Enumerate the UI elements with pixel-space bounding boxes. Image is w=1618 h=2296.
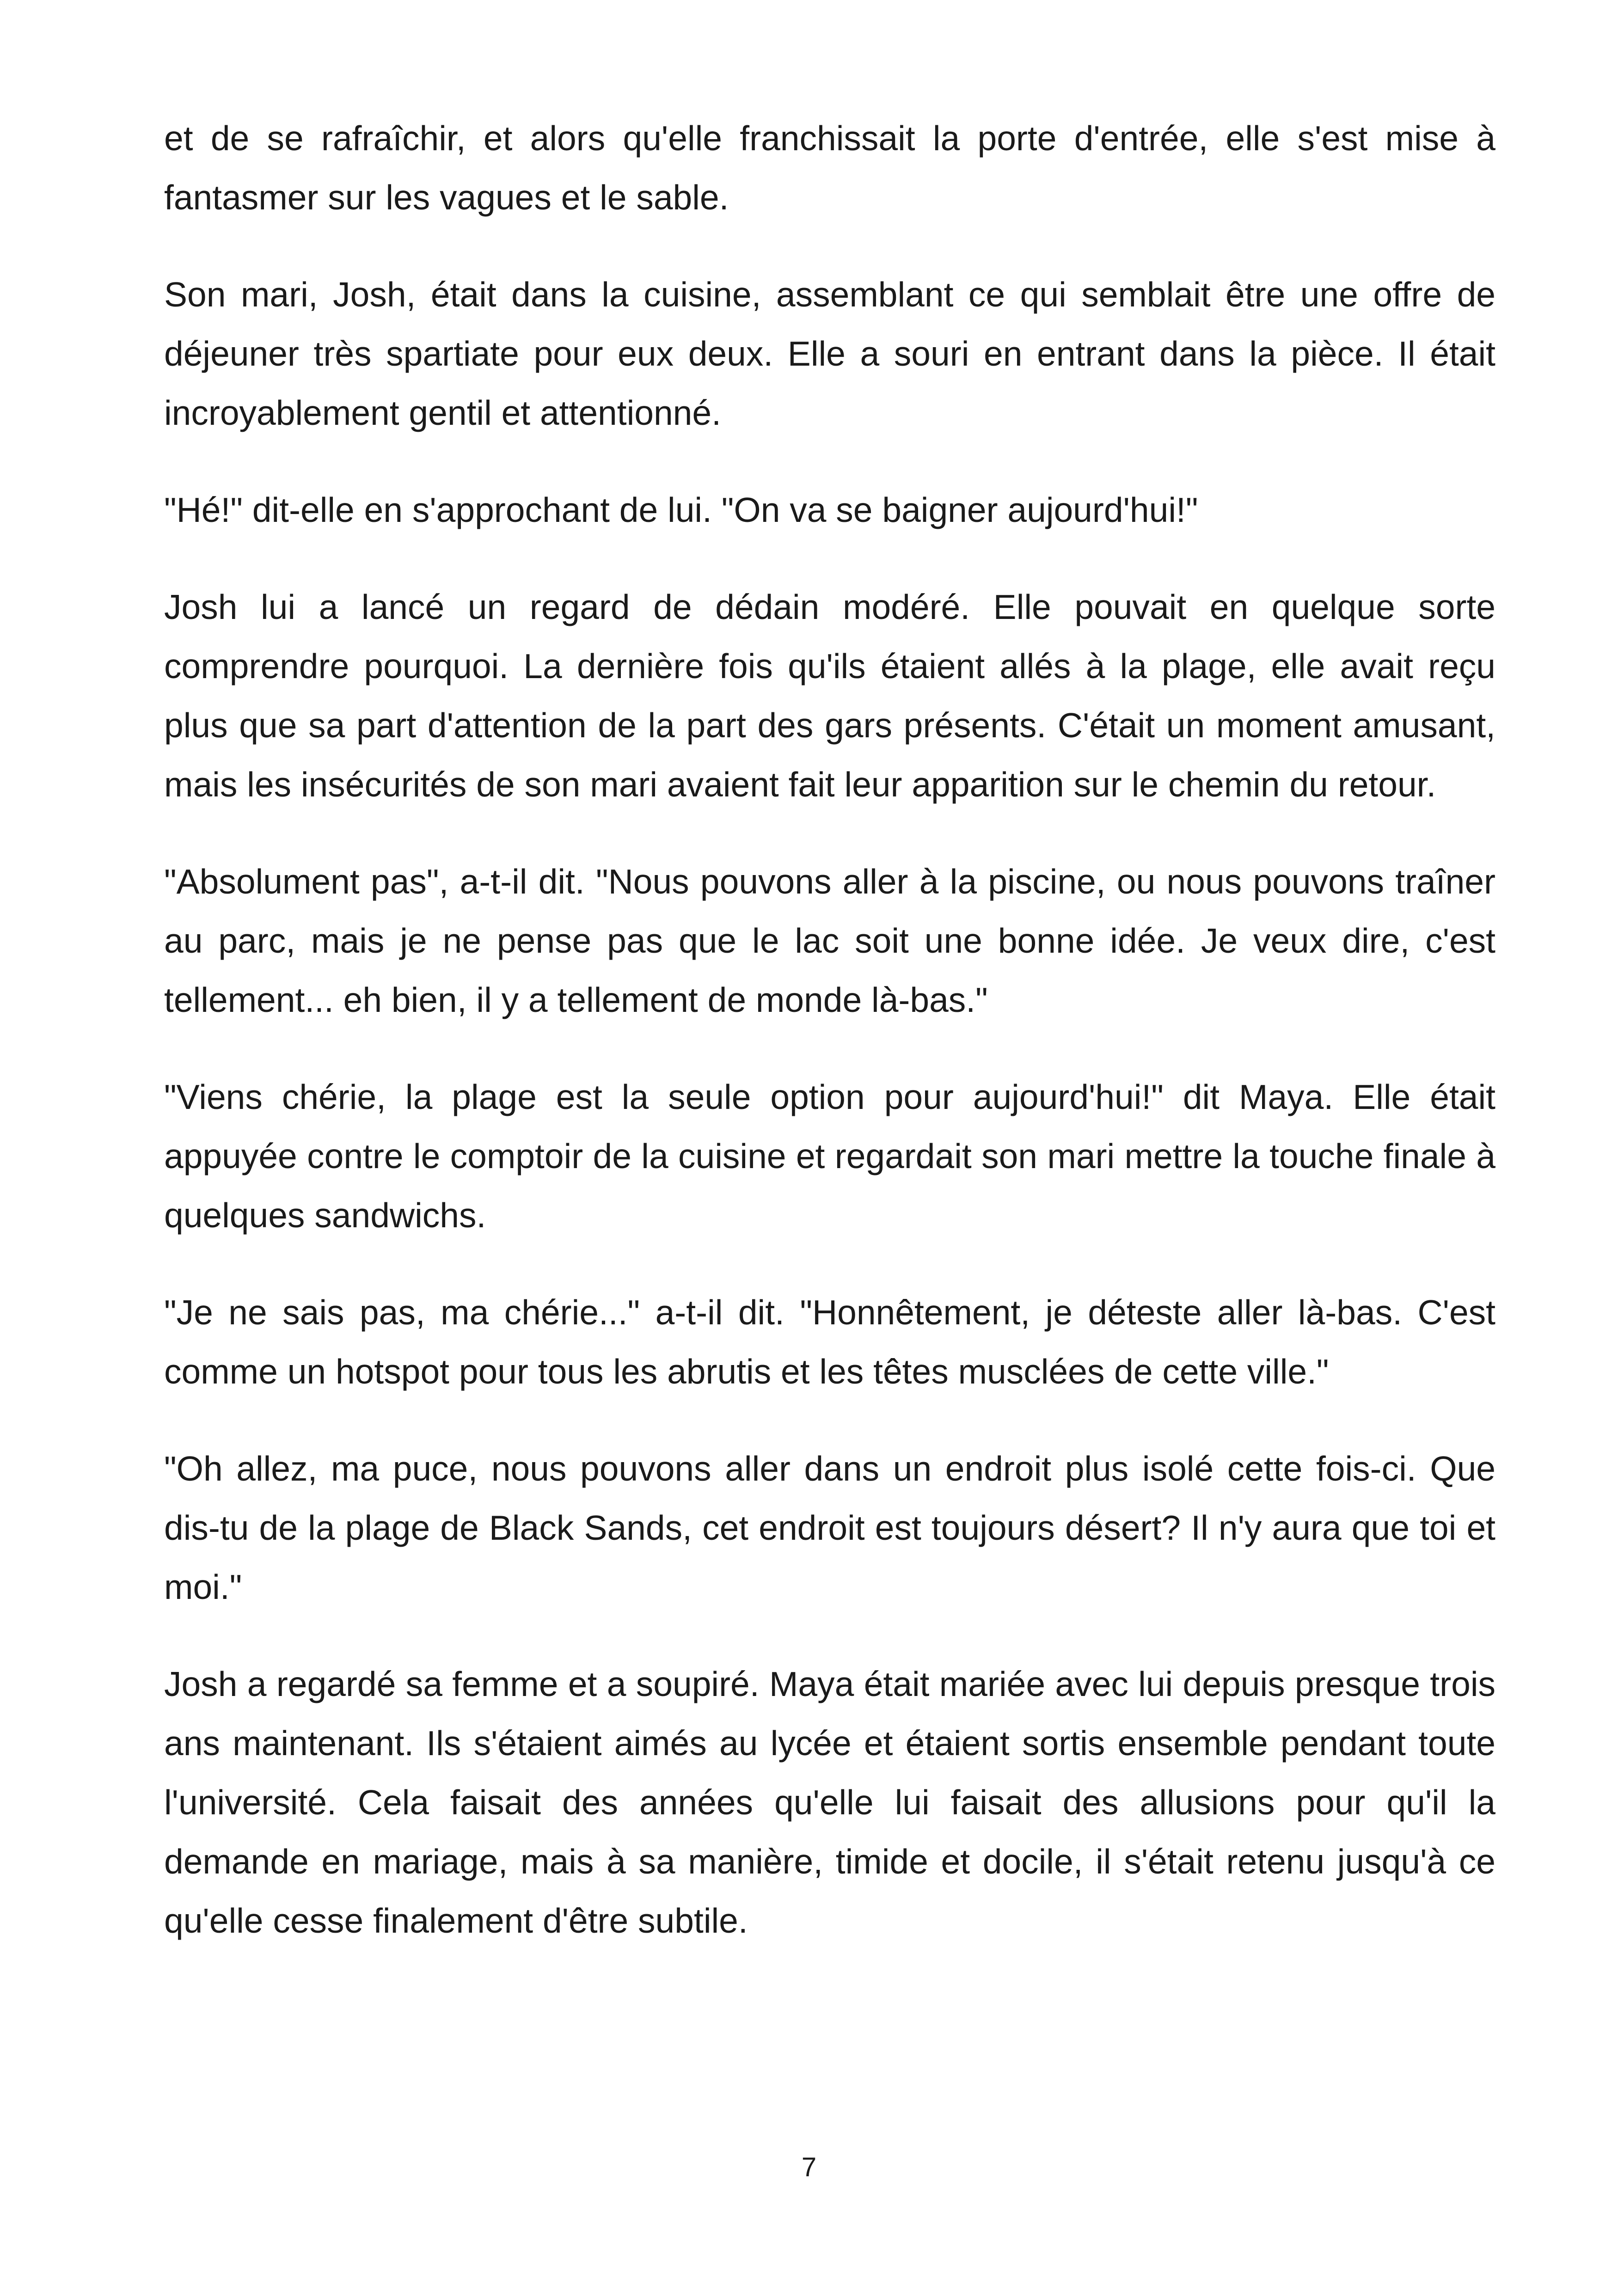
paragraph-5: "Absolument pas", a-t-il dit. "Nous pouvons aller à la piscine, ou nous pouvons traîner au parc, mais je ne pense pas que le lac soit une bonne idée. Je veux dire, c'est tellement... eh bien, il y a tellement de monde là-bas." <box>164 862 1495 1019</box>
paragraph-9: Josh a regardé sa femme et a soupiré. Maya était mariée avec lui depuis presque trois ans maintenant. Ils s'étaient aimés au lycée et étaient sortis ensemble pendant toute l'université. Cela faisait des années qu'elle lui faisait des allusions pour qu'il la demande en mariage, mais à sa manière, timide et docile, il s'était retenu jusqu'à ce qu'elle cesse finalement d'être subtile. <box>164 1665 1495 1940</box>
document-page <box>164 109 1495 1988</box>
paragraph-3: "Hé!" dit-elle en s'approchant de lui. "On va se baigner aujourd'hui!" <box>164 490 1198 529</box>
paragraph-2: Son mari, Josh, était dans la cuisine, assemblant ce qui semblait être une offre de déjeuner très spartiate pour eux deux. Elle a souri en entrant dans la pièce. Il était incroyablement gentil et attentionné. <box>164 275 1495 432</box>
page-number: 7 <box>801 2152 817 2182</box>
paragraph-4: Josh lui a lancé un regard de dédain modéré. Elle pouvait en quelque sorte comprendre pourquoi. La dernière fois qu'ils étaient allés à la plage, elle avait reçu plus que sa part d'attention de la part des gars présents. C'était un moment amusant, mais les insécurités de son mari avaient fait leur apparition sur le chemin du retour. <box>164 588 1495 804</box>
paragraph-6: "Viens chérie, la plage est la seule option pour aujourd'hui!" dit Maya. Elle était appuyée contre le comptoir de la cuisine et regardait son mari mettre la touche finale à quelques sandwichs. <box>164 1078 1495 1235</box>
paragraph-8: "Oh allez, ma puce, nous pouvons aller dans un endroit plus isolé cette fois-ci. Que dis-tu de la plage de Black Sands, cet endroit est toujours désert? Il n'y aura que toi et moi." <box>164 1449 1495 1606</box>
paragraph-1: et de se rafraîchir, et alors qu'elle franchissait la porte d'entrée, elle s'est mise à fantasmer sur les vagues et le sable. <box>164 119 1495 217</box>
paragraph-7: "Je ne sais pas, ma chérie..." a-t-il dit. "Honnêtement, je déteste aller là-bas. C'est comme un hotspot pour tous les abrutis et les têtes musclées de cette ville." <box>164 1293 1495 1391</box>
